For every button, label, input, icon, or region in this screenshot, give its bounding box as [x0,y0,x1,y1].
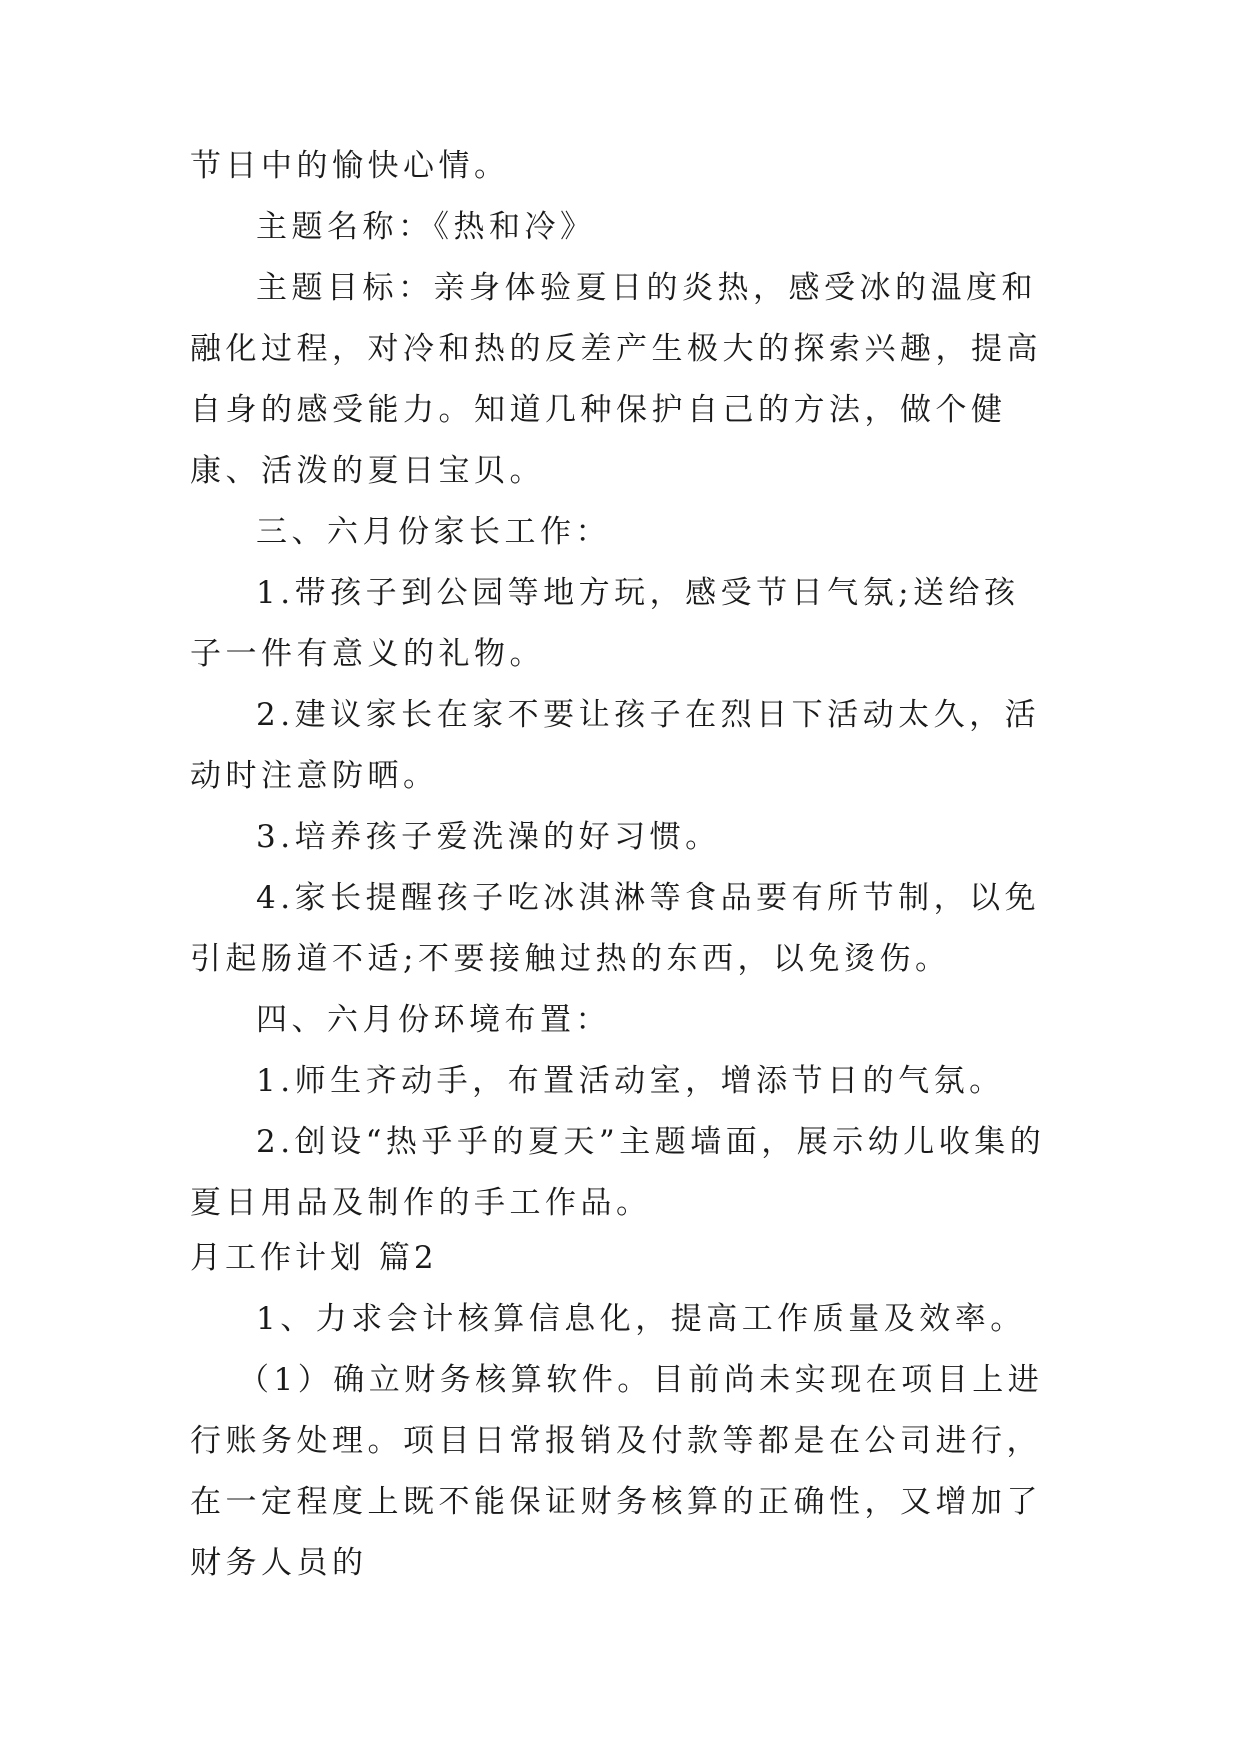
section-2-heading: 月工作计划 篇2 [190,1240,438,1276]
paragraph-parent-work-1: 1.带孩子到公园等地方玩，感受节日气氛;送给孩子一件有意义的礼物。 [190,575,1020,672]
paragraph-accounting-software: （1）确立财务核算软件。目前尚未实现在项目上进行账务处理。项目日常报销及付款等都是在公司进行，在一定程度上既不能保证财务核算的正确性，又增加了财务人员的 [190,1362,1044,1581]
section-1 [190,136,1050,1234]
paragraph-environment-2: 2.创设“热乎乎的夏天”主题墙面，展示幼儿收集的夏日用品及制作的手工作品。 [190,1124,1046,1221]
paragraph-parent-work-2: 2.建议家长在家不要让孩子在烈日下活动太久，活动时注意防晒。 [190,697,1041,794]
paragraph-accounting-goal: 1、力求会计核算信息化，提高工作质量及效率。 [256,1301,1026,1337]
paragraph-parent-work-heading: 三、六月份家长工作： [256,514,611,550]
paragraph-continuation: 节日中的愉快心情。 [190,148,510,184]
section-2 [190,1228,1050,1594]
paragraph-environment-1: 1.师生齐动手，布置活动室，增添节日的气氛。 [256,1063,1005,1099]
paragraph-environment-heading: 四、六月份环境布置： [256,1002,611,1038]
paragraph-parent-work-4: 4.家长提醒孩子吃冰淇淋等食品要有所节制，以免引起肠道不适;不要接触过热的东西，以免烫伤。 [190,880,1041,977]
paragraph-theme-name: 主题名称：《热和冷》 [256,209,596,245]
paragraph-parent-work-3: 3.培养孩子爱洗澡的好习惯。 [256,819,721,855]
paragraph-theme-goal: 主题目标：亲身体验夏日的炎热，感受冰的温度和融化过程，对冷和热的反差产生极大的探索兴趣，提高自身的感受能力。知道几种保护自己的方法，做个健康、活泼的夏日宝贝。 [190,270,1042,489]
